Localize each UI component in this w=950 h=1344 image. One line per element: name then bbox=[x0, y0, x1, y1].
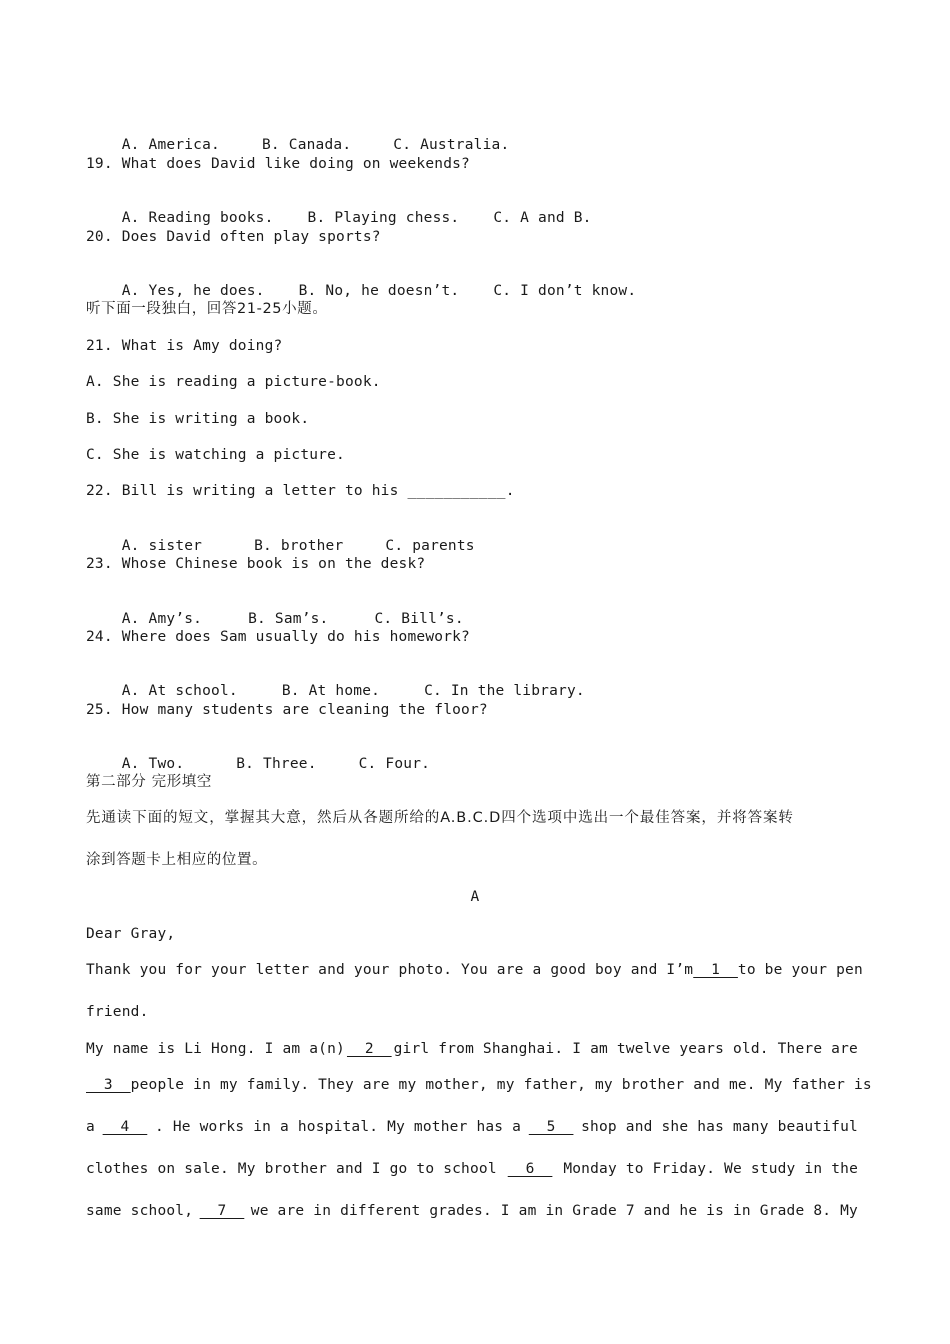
q25-option-a: A. Two. bbox=[121, 756, 185, 772]
q25-option-b: B. Three. bbox=[236, 756, 317, 772]
letter-line-5 bbox=[86, 1118, 858, 1136]
section-monologue-heading: 听下面一段独白，回答21-25小题。 bbox=[86, 301, 328, 317]
q21-option-b: B. She is writing a book. bbox=[86, 411, 310, 427]
q25-question: 25. How many students are cleaning the floor? bbox=[86, 702, 488, 718]
letter-text: we are in different grades. I am in Grade 7 and he is in Grade 8. My bbox=[250, 1203, 858, 1219]
q19-option-a: A. Reading books. bbox=[121, 210, 274, 226]
blank-3: 3 bbox=[86, 1077, 131, 1093]
q23-option-b: B. Sam’s. bbox=[248, 611, 329, 627]
q23-question: 23. Whose Chinese book is on the desk? bbox=[86, 556, 426, 572]
letter-line-2: friend. bbox=[86, 1004, 149, 1020]
letter-text: Monday to Friday. We study in the bbox=[563, 1161, 858, 1177]
q22-option-c: C. parents bbox=[385, 538, 475, 554]
q18-option-c: C. Australia. bbox=[393, 137, 510, 153]
letter-line-3 bbox=[86, 1040, 858, 1058]
part2-title: 第二部分 完形填空 bbox=[86, 774, 213, 790]
q19-question: 19. What does David like doing on weekends? bbox=[86, 156, 470, 172]
blank-6: 6 bbox=[507, 1161, 553, 1177]
blank-1: 1 bbox=[693, 962, 738, 978]
q24-option-a: A. At school. bbox=[121, 683, 238, 699]
blank-4: 4 bbox=[102, 1119, 148, 1135]
letter-text: to be your pen bbox=[737, 962, 863, 978]
q21-question: 21. What is Amy doing? bbox=[86, 338, 283, 354]
part2-instructions-line1: 先通读下面的短文，掌握其大意，然后从各题所给的A.B.C.D四个选项中选出一个最佳答案，并将答案转 bbox=[86, 810, 794, 826]
letter-line-6 bbox=[86, 1160, 858, 1178]
q20-option-c: C. I don’t know. bbox=[493, 283, 637, 299]
letter-text: My name is Li Hong. I am a(n) bbox=[86, 1041, 345, 1057]
blank-7: 7 bbox=[199, 1203, 245, 1219]
letter-text: girl from Shanghai. I am twelve years old. There are bbox=[393, 1041, 858, 1057]
passage-label: A bbox=[470, 889, 480, 905]
q24-option-b: B. At home. bbox=[281, 683, 381, 699]
blank-2: 2 bbox=[346, 1041, 392, 1057]
q22-option-b: B. brother bbox=[254, 538, 344, 554]
letter-text: clothes on sale. My brother and I go to school bbox=[86, 1161, 497, 1177]
q21-option-a: A. She is reading a picture-book. bbox=[86, 374, 381, 390]
letter-text: people in my family. They are my mother, my father, my brother and me. My father is bbox=[130, 1077, 872, 1093]
q21-option-c: C. She is watching a picture. bbox=[86, 447, 345, 463]
letter-text: a bbox=[86, 1119, 95, 1135]
letter-greeting: Dear Gray, bbox=[86, 926, 176, 942]
letter-line-1 bbox=[86, 961, 863, 979]
q25-option-c: C. Four. bbox=[358, 756, 431, 772]
q24-option-c: C. In the library. bbox=[424, 683, 585, 699]
q23-option-c: C. Bill’s. bbox=[374, 611, 464, 627]
letter-line-7 bbox=[86, 1202, 858, 1220]
letter-text: . He works in a hospital. My mother has a bbox=[154, 1119, 522, 1135]
blank-5: 5 bbox=[528, 1119, 574, 1135]
q19-option-c: C. A and B. bbox=[493, 210, 592, 226]
letter-line-4 bbox=[86, 1076, 872, 1094]
q23-option-a: A. Amy’s. bbox=[121, 611, 203, 627]
q20-question: 20. Does David often play sports? bbox=[86, 229, 381, 245]
q22-option-a: A. sister bbox=[121, 538, 203, 554]
letter-text: Thank you for your letter and your photo. You are a good boy and I’m bbox=[86, 962, 694, 978]
q22-question: 22. Bill is writing a letter to his ___________. bbox=[86, 483, 515, 499]
q18-option-b: B. Canada. bbox=[261, 137, 352, 153]
letter-text: shop and she has many beautiful bbox=[581, 1119, 858, 1135]
q20-option-b: B. No, he doesn’t. bbox=[298, 283, 460, 299]
q19-option-b: B. Playing chess. bbox=[307, 210, 460, 226]
part2-instructions-line2: 涂到答题卡上相应的位置。 bbox=[86, 852, 268, 868]
q24-question: 24. Where does Sam usually do his homework? bbox=[86, 629, 470, 645]
q20-option-a: A. Yes, he does. bbox=[121, 283, 265, 299]
letter-text: same school, bbox=[86, 1203, 194, 1219]
q18-option-a: A. America. bbox=[121, 137, 220, 153]
